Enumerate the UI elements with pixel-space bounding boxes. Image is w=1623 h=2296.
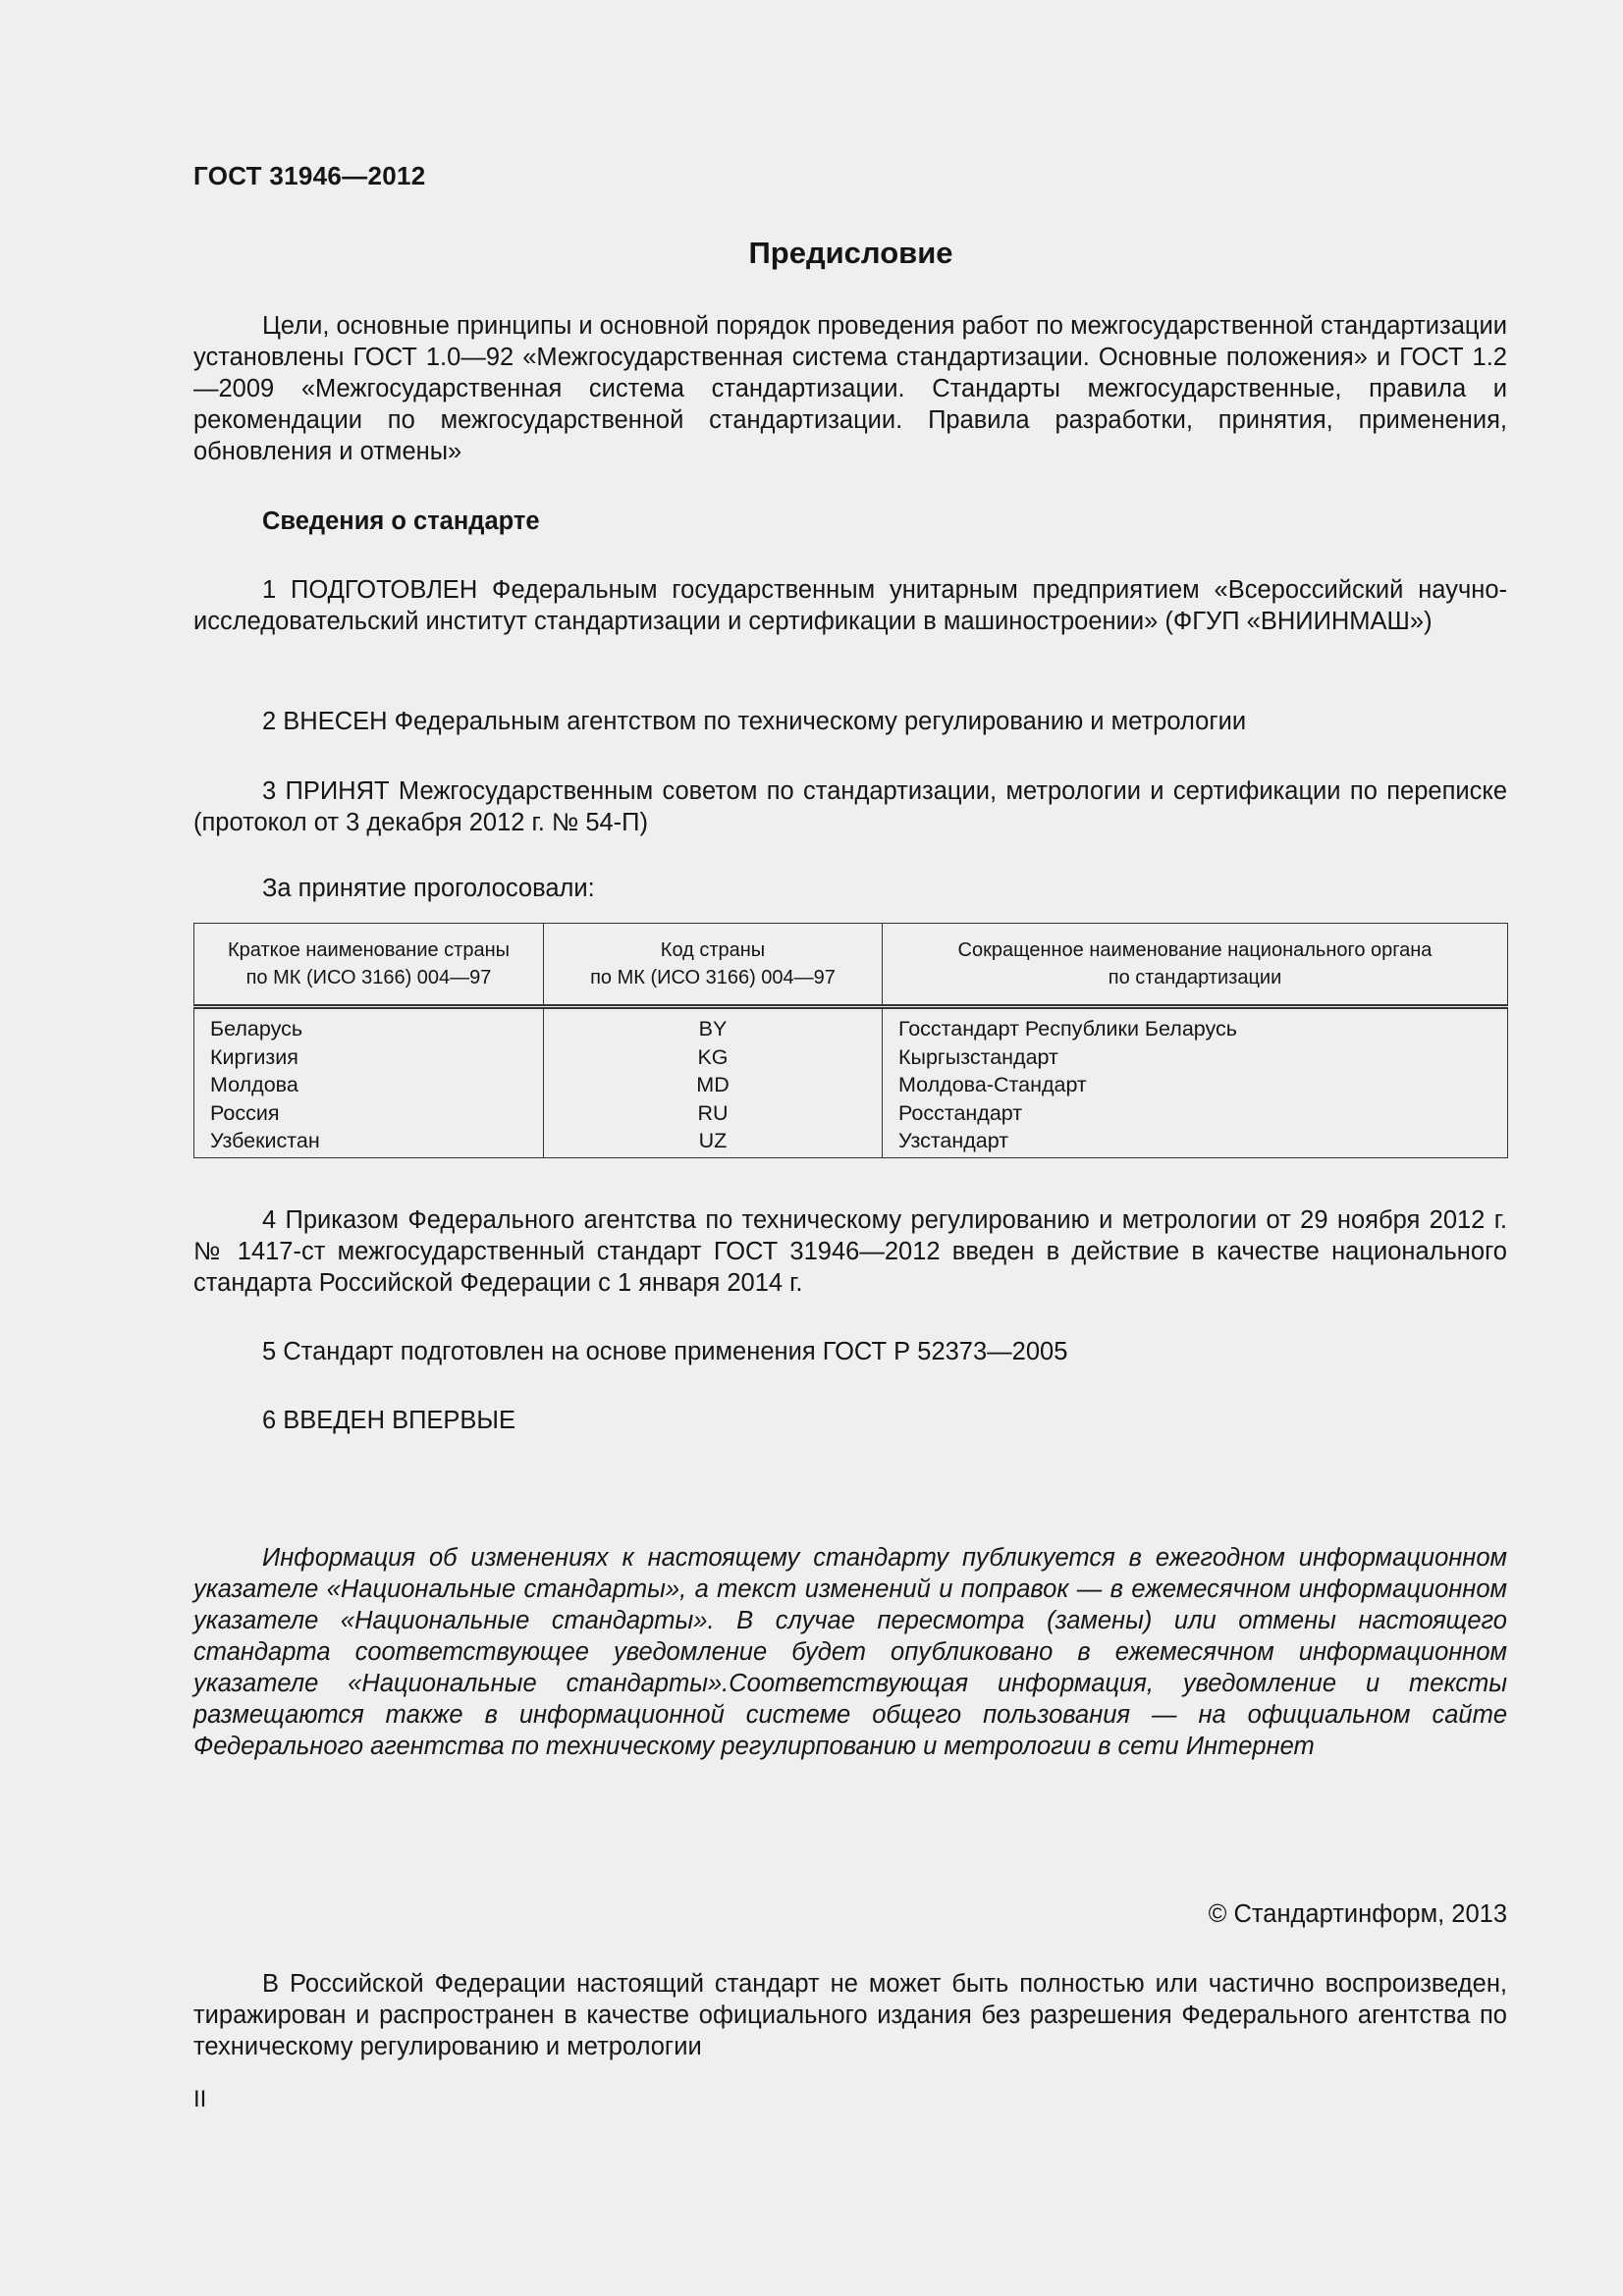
section-heading: Сведения о стандарте	[262, 507, 540, 535]
table-header-row	[194, 924, 1508, 1007]
item-2-paragraph: 2 ВНЕСЕН Федеральным агентством по техническому регулированию и метрологии	[262, 708, 1247, 735]
header-country-name: Краткое наименование страны по МК (ИСО 3166) 004—97	[194, 924, 544, 1007]
national-body: Росстандарт	[898, 1100, 1023, 1125]
country-name: Беларусь	[210, 1017, 303, 1041]
votes-table	[193, 923, 1508, 1158]
country-code: MD	[696, 1073, 730, 1096]
item-1-paragraph: 1 ПОДГОТОВЛЕН Федеральным государственным унитарным предприятием «Всероссийский научно-исследовательский институт стандартизации и сертификации в машиностроении» (ФГУП «ВНИИНМАШ»)	[193, 576, 1507, 635]
national-body: Кыргызстандарт	[898, 1044, 1058, 1069]
page-title: Предисловие	[748, 236, 953, 270]
bodies-column	[883, 1007, 1508, 1158]
info-note-paragraph: Информация об изменениях к настоящему стандарту публикуется в ежегодном информационном указателе «Национальные стандарты», а текст изменений и поправок — в ежемесячном информационном указателе «Национальные стандарты». В случае пересмотра (замены) или отмены настоящего стандарта соответствующее уведомление будет опубликовано в ежемесячном информационном указателе «Национальные стандарты».Соответствующая информация, уведомление и тексты размещаются также в информационной системе общего пользования — на официальном сайте Федерального агентства по техническому регулирпованию и метрологии в сети Интернет	[193, 1544, 1507, 1760]
restriction-paragraph: В Российской Федерации настоящий стандарт не может быть полностью или частично воспроизведен, тиражирован и распространен в качестве официального издания без разрешения Федерального агентства по техническому регулированию и метрологии	[193, 1970, 1507, 2060]
document-id: ГОСТ 31946—2012	[193, 161, 426, 190]
country-name: Узбекистан	[210, 1129, 320, 1152]
page-number: II	[193, 2086, 207, 2112]
header-country-code: Код страны по МК (ИСО 3166) 004—97	[544, 924, 883, 1007]
country-name: Киргизия	[210, 1044, 298, 1069]
header-national-body: Сокращенное наименование национального органа по стандартизации	[883, 924, 1508, 1007]
country-code: BY	[698, 1017, 728, 1041]
copyright-notice: © Стандартинформ, 2013	[1208, 1900, 1507, 1928]
country-code: UZ	[698, 1129, 728, 1152]
national-body: Узстандарт	[898, 1129, 1009, 1152]
national-body: Госстандарт Республики Беларусь	[898, 1017, 1237, 1041]
table-row	[194, 1007, 1508, 1158]
item-3-paragraph: 3 ПРИНЯТ Межгосударственным советом по стандартизации, метрологии и сертификации по переписке (протокол от 3 декабря 2012 г. № 54-П)	[193, 777, 1507, 836]
country-code: RU	[697, 1100, 729, 1125]
votes-label: За принятие проголосовали:	[262, 875, 595, 902]
codes-column	[544, 1007, 883, 1158]
item-6-paragraph: 6 ВВЕДЕН ВПЕРВЫЕ	[262, 1407, 516, 1434]
national-body: Молдова-Стандарт	[898, 1073, 1087, 1096]
countries-column	[194, 1007, 544, 1158]
country-name: Россия	[210, 1100, 280, 1125]
intro-paragraph: Цели, основные принципы и основной порядок проведения работ по межгосударственной стандартизации установлены ГОСТ 1.0—92 «Межгосударственная система стандартизации. Основные положения» и ГОСТ 1.2—2009 «Межгосударственная система стандартизации. Стандарты межгосударственные, правила и рекомендации по межгосударственной стандартизации. Правила разработки, принятия, применения, обновления и отмены»	[193, 312, 1507, 465]
country-name: Молдова	[210, 1073, 298, 1096]
item-5-paragraph: 5 Стандарт подготовлен на основе применения ГОСТ Р 52373—2005	[262, 1338, 1068, 1365]
country-code: KG	[697, 1044, 729, 1069]
item-4-paragraph: 4 Приказом Федерального агентства по техническому регулированию и метрологии от 29 ноября 2012 г. № 1417-ст межгосударственный стандарт ГОСТ 31946—2012 введен в действие в качестве национального стандарта Российской Федерации с 1 января 2014 г.	[193, 1206, 1507, 1297]
